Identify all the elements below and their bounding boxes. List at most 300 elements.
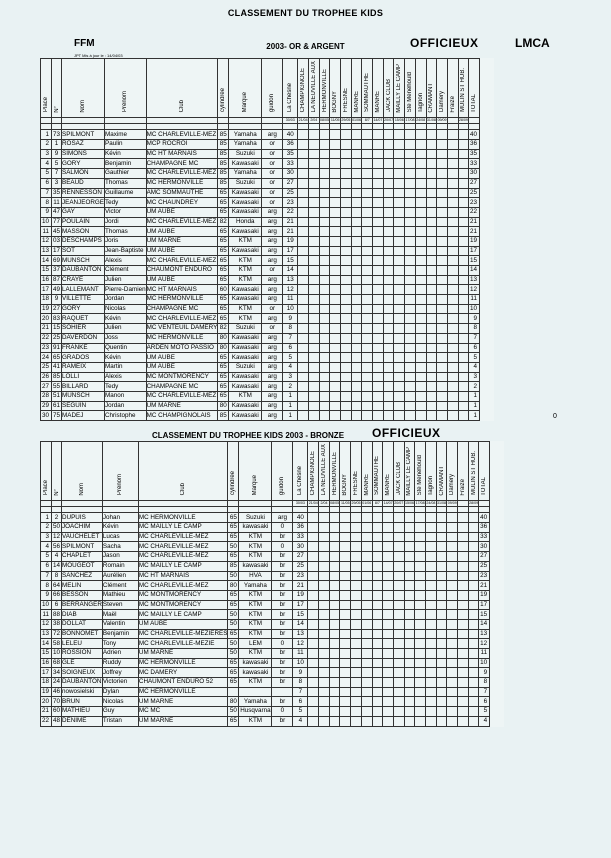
ranking-table-or-argent [40, 58, 494, 421]
points-cell: 25 [283, 188, 298, 198]
event-cell [447, 159, 458, 169]
event-cell [319, 678, 330, 688]
event-cell [383, 697, 394, 707]
event-cell [458, 217, 469, 227]
event-cell [405, 217, 416, 227]
event-cell [361, 552, 372, 562]
guidon-cell: arg [262, 343, 283, 353]
event-cell [447, 256, 458, 266]
event-cell [436, 658, 447, 668]
event-cell [373, 382, 384, 392]
firstname-cell: Alexis [105, 372, 147, 382]
event-header: Fraize [458, 442, 469, 501]
event-cell [361, 619, 372, 629]
table-row [41, 649, 504, 659]
guidon-cell: or [262, 149, 283, 159]
firstname-cell: Christophe [105, 411, 147, 421]
event-cell [373, 188, 384, 198]
event-cell [468, 590, 479, 600]
number-cell: 37 [52, 266, 60, 274]
event-cell [319, 266, 330, 276]
table-row [41, 687, 504, 697]
event-header: LA NEUVILLE AUX [308, 59, 319, 118]
table-row [41, 285, 494, 295]
place-header: Place [41, 59, 52, 118]
section1-subtitle: 2003- OR & ARGENT [266, 42, 345, 51]
event-cell [405, 227, 416, 237]
guidon-header: guidon [262, 59, 283, 118]
number-cell: 60 [52, 707, 60, 715]
event-cell [298, 343, 309, 353]
firstname-cell: Gauthier [105, 169, 147, 179]
points-cell: 1 [283, 391, 298, 401]
event-cell [437, 198, 448, 208]
points-cell: 1 [283, 401, 298, 411]
cylinder-cell: 65 [219, 208, 227, 216]
name-cell: BEAUD [62, 178, 105, 188]
event-cell [373, 130, 384, 140]
brand-cell: Yamaha [239, 581, 272, 591]
event-cell [404, 552, 415, 562]
event-cell [319, 561, 330, 571]
total-cell: 25 [479, 561, 490, 571]
place-cell: 11 [41, 610, 52, 620]
brand-cell: Kawasaki [229, 411, 262, 421]
event-cell [393, 552, 404, 562]
event-cell [404, 571, 415, 581]
event-cell [351, 552, 362, 562]
table-row [41, 236, 494, 246]
event-cell [362, 343, 373, 353]
brand-cell: Kawasaki [229, 198, 262, 208]
event-cell [373, 159, 384, 169]
event-cell [308, 697, 319, 707]
brand-cell: Yamaha [229, 169, 262, 179]
number-cell: 35 [52, 188, 60, 196]
total-cell: 14 [479, 619, 490, 629]
event-cell [298, 266, 309, 276]
event-cell [458, 343, 469, 353]
event-date: 11/05 [340, 501, 350, 506]
firstname-cell: Maxime [105, 130, 147, 140]
event-cell [415, 391, 426, 401]
event-cell [415, 600, 426, 610]
event-cell [319, 619, 330, 629]
event-cell [298, 314, 309, 324]
event-cell [415, 658, 426, 668]
event-cell [394, 324, 405, 334]
event-cell [383, 532, 394, 542]
event-cell [351, 619, 362, 629]
event-cell [405, 304, 416, 314]
event-cell [373, 207, 384, 217]
place-cell: 18 [41, 295, 52, 305]
event-cell [341, 362, 352, 372]
brand-cell: Kawasaki [229, 207, 262, 217]
place-cell: 3 [41, 149, 52, 159]
event-cell [330, 295, 341, 305]
event-cell [351, 236, 362, 246]
guidon-cell: or [262, 140, 283, 150]
guidon-cell: or [262, 324, 283, 334]
guidon-cell: br [272, 581, 293, 591]
brand-cell: Kawasaki [229, 353, 262, 363]
number-cell: 51 [52, 392, 60, 400]
event-cell [330, 207, 341, 217]
event-cell [437, 159, 448, 169]
event-cell [372, 668, 383, 678]
event-cell [341, 217, 352, 227]
event-cell [468, 668, 479, 678]
event-cell [415, 188, 426, 198]
firstname-cell: Valentin [102, 619, 138, 629]
event-header: LA NEUVILLE AUX [319, 442, 330, 501]
event-cell [426, 372, 437, 382]
total-cell: 7 [479, 687, 490, 697]
event-cell [351, 256, 362, 266]
number-cell: 12 [52, 533, 60, 541]
place-cell: 15 [41, 266, 52, 276]
club-cell: MC CHARLEVILLE-MEZ [146, 169, 217, 177]
place-cell: 1 [41, 513, 52, 523]
club-cell: UM AUBE [146, 246, 218, 256]
number-cell: 77 [52, 217, 60, 225]
number-cell: 25 [52, 334, 60, 342]
event-cell [437, 314, 448, 324]
points-cell: 27 [293, 552, 308, 562]
cylinder-cell: 65 [229, 668, 237, 676]
place-cell: 20 [41, 314, 52, 324]
cylinder-cell: 65 [219, 305, 227, 313]
event-cell [308, 207, 319, 217]
event-cell [437, 324, 448, 334]
club-cell: MC HERMONVILLE [146, 295, 218, 305]
event-cell [308, 678, 319, 688]
event-date: 11/05 [330, 118, 340, 123]
table-header-row [41, 442, 504, 501]
event-cell [383, 217, 394, 227]
brand-cell: Kawasaki [229, 343, 262, 353]
event-header: FRESNE [351, 442, 362, 501]
event-cell [319, 246, 330, 256]
event-cell [308, 295, 319, 305]
number-cell: 5 [52, 159, 62, 169]
event-cell [415, 343, 426, 353]
firstname-cell: Johan [102, 513, 138, 523]
name-cell: JOACHIM [62, 523, 103, 533]
event-cell [351, 513, 362, 523]
firstname-cell: Tristan [102, 716, 138, 726]
event-cell [458, 236, 469, 246]
total-cell: 33 [469, 159, 480, 169]
number-cell: 11 [53, 198, 60, 206]
total-cell: 15 [469, 256, 480, 266]
event-cell [437, 207, 448, 217]
event-cell [372, 581, 383, 591]
event-cell [341, 188, 352, 198]
event-cell [308, 619, 319, 629]
firstname-cell: Dylan [102, 687, 138, 697]
event-cell [373, 178, 384, 188]
place-cell: 25 [41, 362, 52, 372]
table-row [41, 169, 494, 179]
event-cell [394, 362, 405, 372]
event-cell [404, 542, 415, 552]
event-cell [468, 600, 479, 610]
event-cell [393, 629, 404, 639]
firstname-cell: Steven [102, 600, 138, 610]
event-cell [351, 169, 362, 179]
event-cell [447, 140, 458, 150]
event-date: 14/07 [383, 501, 393, 506]
event-cell [351, 198, 362, 208]
name-cell: GORY [62, 304, 105, 314]
event-cell [329, 610, 340, 620]
event-cell [361, 697, 372, 707]
event-cell [351, 227, 362, 237]
event-cell [361, 571, 372, 581]
brand-cell: KTM [239, 590, 272, 600]
event-cell [447, 314, 458, 324]
event-cell [351, 207, 362, 217]
guidon-cell: 0 [272, 542, 293, 552]
points-cell: 9 [283, 314, 298, 324]
event-cell [341, 159, 352, 169]
place-cell: 1 [41, 130, 52, 140]
event-cell [362, 198, 373, 208]
event-cell [447, 532, 458, 542]
event-cell [329, 649, 340, 659]
event-cell [372, 619, 383, 629]
event-cell [415, 217, 426, 227]
event-cell [458, 207, 469, 217]
event-cell [458, 600, 469, 610]
guidon-cell: br [272, 610, 293, 620]
club-cell: MC HERMONVILLE [138, 513, 228, 523]
guidon-cell: br [272, 619, 293, 629]
event-cell [447, 236, 458, 246]
name-cell: DOLLAT [62, 619, 103, 629]
event-header: SOMMAUTHE [362, 59, 373, 118]
event-cell [351, 629, 362, 639]
firstname-cell: Kévin [105, 314, 147, 324]
club-cell: CHAUMONT ENDURO 52 [138, 678, 228, 688]
table-row [41, 295, 494, 305]
event-cell [329, 619, 340, 629]
event-cell [394, 285, 405, 295]
event-cell [319, 532, 330, 542]
club-cell: UM AUBE [146, 353, 218, 363]
event-cell [405, 178, 416, 188]
event-cell [361, 716, 372, 726]
event-cell [415, 353, 426, 363]
points-cell: 27 [283, 178, 298, 188]
event-cell [351, 333, 362, 343]
event-cell [340, 678, 351, 688]
event-cell [329, 697, 340, 707]
firstname-cell: Clément [102, 581, 138, 591]
event-cell [351, 324, 362, 334]
update-note: JPT Mis à jour le : 14/04/03 [74, 53, 123, 58]
total-cell: 27 [479, 552, 490, 562]
guidon-cell: br [272, 697, 293, 707]
cylinder-cell: 65 [229, 591, 237, 599]
event-cell [308, 707, 319, 717]
event-cell [468, 571, 479, 581]
table-row [41, 411, 494, 421]
event-cell [330, 401, 341, 411]
event-cell [404, 619, 415, 629]
event-cell [393, 581, 404, 591]
points-cell: 11 [283, 295, 298, 305]
event-cell [308, 246, 319, 256]
event-cell [341, 401, 352, 411]
firstname-cell: Jordan [105, 295, 147, 305]
club-cell: UM MARNE [138, 649, 228, 659]
brand-cell: KTM [239, 552, 272, 562]
event-date: 8/7 [372, 501, 383, 507]
event-cell [458, 532, 469, 542]
total-cell: 17 [479, 600, 490, 610]
event-cell [361, 532, 372, 542]
event-cell [458, 169, 469, 179]
event-cell [404, 697, 415, 707]
cylinder-cell: 65 [219, 392, 227, 400]
event-cell [319, 523, 330, 533]
event-cell [383, 401, 394, 411]
event-cell [405, 149, 416, 159]
name-cell: POULAIN [62, 217, 105, 227]
event-cell [404, 610, 415, 620]
total-cell: 10 [469, 304, 480, 314]
event-cell [426, 178, 437, 188]
brand-cell: KTM [239, 532, 272, 542]
guidon-cell: arg [272, 513, 293, 523]
table-row [41, 304, 494, 314]
event-cell [393, 532, 404, 542]
event-cell [341, 236, 352, 246]
number-cell: 7 [52, 169, 62, 179]
table-row [41, 629, 504, 639]
event-date: 8/7 [362, 118, 373, 124]
place-cell: 10 [41, 600, 52, 610]
points-cell: 10 [293, 658, 308, 668]
event-cell [298, 304, 309, 314]
event-cell [362, 159, 373, 169]
event-cell [447, 130, 458, 140]
event-cell [351, 523, 362, 533]
table-row [41, 178, 494, 188]
event-cell [308, 382, 319, 392]
brand-cell: KTM [239, 610, 272, 620]
firstname-cell: Alexis [105, 256, 147, 266]
event-cell [383, 552, 394, 562]
event-cell [436, 532, 447, 542]
guidon-cell: arg [262, 275, 283, 285]
event-cell [425, 716, 436, 726]
number-cell: 9 [52, 295, 62, 305]
brand-cell: Kawasaki [229, 333, 262, 343]
event-header: Tagnon [425, 442, 436, 501]
guidon-cell: arg [262, 314, 283, 324]
event-cell [340, 590, 351, 600]
table-row [41, 610, 504, 620]
event-cell [351, 178, 362, 188]
event-cell [319, 130, 330, 140]
cylinder-cell: 50 [229, 610, 237, 618]
club-cell: UM MARNE [146, 236, 218, 246]
event-cell [394, 343, 405, 353]
total-cell: 19 [479, 590, 490, 600]
event-cell [298, 169, 309, 179]
club-cell: UM MARNE [146, 401, 218, 411]
brand-cell: Kawasaki [229, 285, 262, 295]
event-cell [415, 411, 426, 421]
event-cell [351, 668, 362, 678]
event-header: CRAMANT [436, 442, 447, 501]
event-cell [393, 658, 404, 668]
place-cell: 18 [41, 678, 52, 688]
brand-cell: KTM [239, 600, 272, 610]
event-cell [341, 304, 352, 314]
event-date: 30/03 [283, 118, 298, 124]
event-cell [458, 658, 469, 668]
event-cell [351, 246, 362, 256]
event-cell [308, 362, 319, 372]
event-cell [405, 343, 416, 353]
guidon-header: guidon [272, 442, 293, 501]
event-cell [351, 600, 362, 610]
table-row [41, 149, 494, 159]
event-cell [394, 411, 405, 421]
event-cell [340, 513, 351, 523]
club-cell: MC VENTEUIL DAMERY [146, 324, 218, 332]
event-cell [447, 619, 458, 629]
event-cell [362, 382, 373, 392]
name-cell: DAUBANTON [62, 678, 102, 686]
event-cell [372, 590, 383, 600]
event-cell [308, 353, 319, 363]
name-cell: DAVERDON [62, 333, 105, 343]
number-cell: 72 [52, 629, 60, 637]
event-cell [362, 130, 373, 140]
guidon-cell: or [262, 169, 283, 179]
event-cell [351, 561, 362, 571]
event-cell [351, 353, 362, 363]
cylinder-cell: 65 [229, 513, 237, 521]
total-cell: 40 [479, 513, 490, 523]
event-cell [298, 198, 309, 208]
event-cell [329, 716, 340, 726]
guidon-cell: arg [262, 382, 283, 392]
event-cell [330, 169, 341, 179]
event-cell [298, 353, 309, 363]
event-cell [415, 561, 426, 571]
name-cell: BILLARD [62, 382, 105, 392]
ranking-table-bronze [40, 441, 504, 727]
cylinder-cell: 65 [219, 382, 227, 390]
event-cell [341, 353, 352, 363]
event-cell [361, 658, 372, 668]
cylinder-cell: 85 [219, 130, 227, 138]
brand-cell: KTM [229, 236, 262, 246]
club-cell: MC HERMONVILLE [138, 658, 228, 668]
table-row [41, 513, 504, 523]
event-cell [383, 246, 394, 256]
total-cell: 15 [479, 610, 490, 620]
event-cell [468, 532, 479, 542]
place-cell: 30 [41, 411, 52, 421]
